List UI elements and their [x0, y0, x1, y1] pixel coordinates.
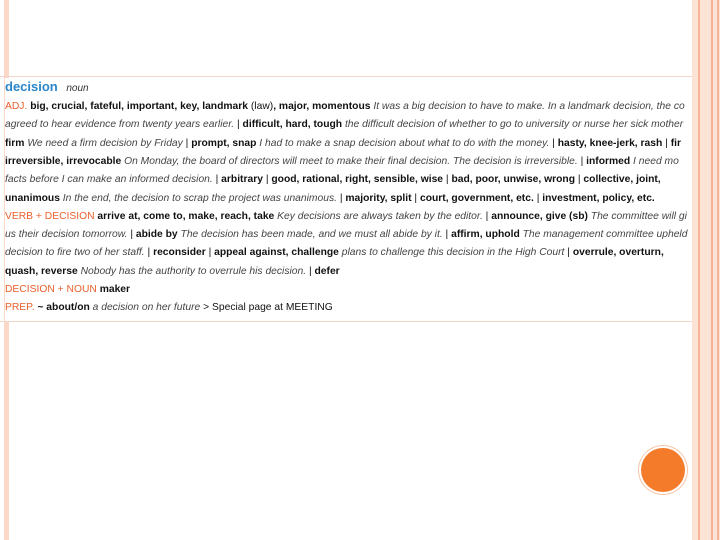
entry-text: |	[445, 229, 452, 241]
entry-text: |	[567, 247, 573, 259]
orange-circle-decoration	[641, 448, 685, 492]
entry-line	[5, 246, 664, 260]
entry-line	[5, 173, 661, 187]
example-text: The committee will gi	[590, 210, 687, 222]
image-top-border	[0, 76, 692, 77]
collocation: irreversible, irrevocable	[5, 155, 125, 167]
collocation: arbitrary	[221, 174, 266, 186]
entry-text: |	[237, 119, 243, 131]
collocation: reconsider	[153, 247, 209, 259]
example-text: us their decision tomorrow.	[5, 229, 131, 241]
collocation: hasty, knee-jerk, rash	[557, 137, 666, 149]
example-text: agreed to hear evidence from twenty years earlier.	[5, 119, 237, 131]
collocation: good, rational, right, sensible, wise	[271, 174, 446, 186]
entry-text: |	[665, 137, 671, 149]
example-text: It was a big decision to have to make. In a landmark decision, the co	[373, 101, 685, 112]
slide-frame-right-line	[698, 0, 700, 540]
example-text: plans to challenge this decision in the High Court	[341, 247, 568, 259]
slide-frame-right-line	[711, 0, 713, 540]
example-text: I need mo	[633, 155, 679, 167]
collocation: arrive at, come to, make, reach, take	[97, 210, 278, 222]
collocation: appeal against, challenge	[214, 247, 342, 259]
section-label[interactable]: VERB + DECISION	[5, 210, 98, 222]
example-text: decision to fire two of her staff.	[5, 247, 148, 259]
collocation: court, government, etc.	[419, 192, 537, 204]
entry-line	[5, 228, 687, 242]
collocation: informed	[586, 155, 634, 167]
entry-line	[5, 265, 340, 279]
collocation: announce, give (sb)	[491, 210, 591, 222]
entry-text: |	[265, 174, 272, 186]
example-text: the difficult decision of whether to go to university or nurse her sick mother	[344, 119, 684, 131]
entry-text: |	[580, 155, 587, 167]
collocation: big, crucial, fateful, important, key, landmark	[30, 101, 251, 112]
collocation: majority, split	[345, 192, 415, 204]
example-text: The decision has been made, and we must all abide by it.	[180, 229, 446, 241]
entry-text: |	[552, 137, 558, 149]
entry-text: |	[536, 192, 543, 204]
entry-line	[5, 118, 683, 132]
entry-line	[5, 210, 687, 224]
collocation: ~ about/on	[37, 302, 93, 314]
entry-text: |	[485, 210, 492, 222]
headword: decision	[5, 79, 58, 94]
collocation: , major, momentous	[273, 101, 374, 112]
entry-line	[5, 301, 333, 315]
entry-line	[5, 155, 679, 169]
collocation: affirm, uphold	[451, 229, 523, 241]
collocation: quash, reverse	[5, 265, 81, 277]
section-label[interactable]: ADJ.	[5, 101, 31, 112]
entry-text: |	[208, 247, 215, 259]
example-text: Nobody has the authority to overrule his decision.	[80, 265, 309, 277]
example-text: Key decisions are always taken by the editor.	[277, 210, 486, 222]
example-text: In the end, the decision to scrap the project was unanimous.	[62, 192, 340, 204]
slide-frame-right-band	[692, 0, 720, 540]
entry-text: |	[414, 192, 420, 204]
entry-text: |	[130, 229, 136, 241]
collocation: fir	[670, 137, 682, 149]
entry-line	[5, 192, 655, 206]
entry-line	[5, 283, 130, 297]
image-bottom-border	[0, 321, 692, 322]
entry-line	[5, 100, 685, 114]
example-text: I had to make a snap decision about what to do with the money.	[259, 137, 553, 149]
entry-text: |	[185, 137, 192, 149]
collocation: investment, policy, etc.	[542, 192, 655, 204]
entry-text: |	[445, 174, 452, 186]
collocation: defer	[314, 265, 340, 277]
collocation: difficult, hard, tough	[242, 119, 345, 131]
part-of-speech: noun	[66, 83, 89, 94]
example-text: On Monday, the board of directors will meet to make their final decision. The decision is irreversible.	[124, 155, 581, 167]
collocation: collective, joint,	[583, 174, 661, 186]
entry-text: (law)	[250, 101, 274, 112]
dictionary-entry	[5, 78, 692, 321]
section-label[interactable]: DECISION + NOUN	[5, 284, 100, 295]
slide-frame-right-line	[717, 0, 719, 540]
entry-text: |	[339, 192, 346, 204]
collocation: abide by	[135, 229, 181, 241]
entry-text: |	[577, 174, 584, 186]
entry-text: > Special page at MEETING	[203, 302, 333, 314]
collocation: unanimous	[5, 192, 63, 204]
example-text: We need a firm decision by Friday	[27, 137, 186, 149]
entry-text: |	[215, 174, 222, 186]
section-label[interactable]: PREP.	[5, 302, 38, 314]
collocation: overrule, overturn,	[572, 247, 664, 259]
example-text: facts before I can make an informed decision.	[5, 174, 216, 186]
entry-heading	[5, 80, 89, 96]
entry-text: |	[308, 265, 315, 277]
collocation: bad, poor, unwise, wrong	[451, 174, 578, 186]
example-text: The management committee upheld	[522, 229, 688, 241]
collocation: maker	[99, 284, 131, 295]
collocation: firm	[5, 137, 28, 149]
example-text: a decision on her future	[92, 302, 204, 314]
collocation: prompt, snap	[191, 137, 260, 149]
entry-text: |	[147, 247, 154, 259]
entry-line	[5, 137, 681, 151]
